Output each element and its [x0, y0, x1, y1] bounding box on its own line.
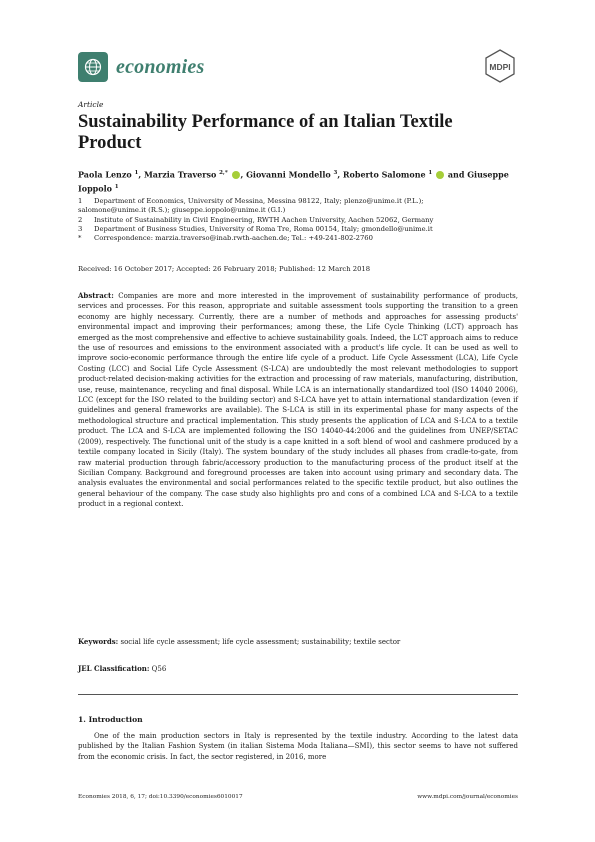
abstract	[78, 291, 518, 510]
intro-paragraph: One of the main production sectors in Italy is represented by the textile industry. According to the latest data published by the Italian Fashion System (in italian Sistema Moda Italiana—SMI), this sector seems to have not suffered from the economic crisis. In fact, the sector registered, in 2016, more	[78, 732, 518, 761]
jel-label: JEL Classification:	[78, 664, 150, 673]
affiliation-mark: 3	[78, 224, 83, 233]
affiliation-item	[78, 197, 518, 206]
author-affiliation-mark: 3	[333, 170, 338, 176]
author-separator: ,	[337, 169, 343, 180]
article-type: Article	[78, 100, 104, 109]
divider	[78, 694, 518, 695]
mdpi-logo[interactable]	[482, 48, 518, 84]
mdpi-logo-text: MDPI	[489, 62, 511, 72]
jel-classification	[78, 664, 518, 673]
affiliation-item	[78, 216, 518, 225]
article-title: Sustainability Performance of an Italian Textile Product	[78, 112, 453, 153]
author-list	[78, 167, 518, 194]
keywords-label: Keywords:	[78, 637, 119, 646]
author-name[interactable]: Paola Lenzo	[78, 169, 135, 180]
author-separator: ,	[240, 169, 247, 180]
author-separator: ,	[138, 169, 144, 180]
affiliation-item	[78, 225, 518, 234]
author-name[interactable]: Giovanni Mondello	[246, 169, 334, 180]
footer-citation: Economies 2018, 6, 17; doi:10.3390/economies6010017	[78, 794, 243, 800]
publication-dates: Received: 16 October 2017; Accepted: 26 February 2018; Published: 12 March 2018	[78, 265, 371, 273]
orcid-icon[interactable]	[232, 171, 240, 179]
orcid-icon[interactable]	[436, 171, 444, 179]
footer-url[interactable]: www.mdpi.com/journal/economies	[417, 794, 518, 800]
author-separator: and	[445, 169, 468, 180]
journal-name: economies	[116, 55, 205, 78]
affiliation-mark: 1	[78, 197, 83, 205]
affiliation-text: Institute of Sustainability in Civil Engineering, RWTH Aachen University, Aachen 52062, Germany	[94, 215, 434, 224]
section-heading: 1. Introduction	[78, 715, 143, 724]
affiliation-text-continued: salomone@unime.it (R.S.); giuseppe.ioppolo@unime.it (G.I.)	[78, 206, 286, 215]
keywords-text: social life cycle assessment; life cycle assessment; sustainability; textile sector	[120, 638, 401, 646]
author-affiliation-mark: 2,*	[219, 170, 228, 176]
author-affiliation-mark: 1	[134, 170, 139, 176]
author-affiliation-mark: 1	[428, 170, 433, 176]
affiliations	[78, 197, 518, 243]
jel-code: Q56	[151, 665, 167, 673]
author-name[interactable]: Giuseppe Ioppolo	[78, 169, 509, 194]
affiliation-item	[78, 234, 518, 243]
affiliation-mark: 2	[78, 215, 83, 224]
affiliation-text: Department of Economics, University of Messina, Messina 98122, Italy; plenzo@unime.it (P.L.);	[94, 197, 424, 205]
abstract-text: Companies are more and more interested in the improvement of sustainability performance of products, services and processes. For this reason, appropriate and suitable assessment tools supporting the transition to a green economy are highly necessary. Currently, there are a number of methods and approaches for assessing products' environmental impact and improving their performances; among these, the Life Cycle Thinking (LCT) approach has emerged as the most comprehensive and effective to achieve sustainability goals. Indeed, the LCT approach aims to reduce the use of resources and emissions to the environment associated with a product's life cycle. It can be used as well to improve socio-economic performance through the entire life cycle of a product. Life Cycle Assessment (LCA), Life Cycle Costing (LCC) and Social Life Cycle Assessment (S-LCA) are undoubtedly the most relevant methodologies to support product-related decision-making activities for the extraction and processing of raw materials, manufacturing, distribution, use, reuse, maintenance, recycling and final disposal. While LCA is an internationally standardized tool (ISO 14040 2006), LCC (except for the ISO related to the building sector) and S-LCA have yet to attain international standardization (even if guidelines and general frameworks are available). The S-LCA is still in its experimental phase for many aspects of the methodological structure and practical implementation. This study presents the application of LCA and S-LCA to a textile product. The LCA and S-LCA are implemented following the ISO 14040-44:2006 and the guidelines from UNEP/SETAC (2009), respectively. The functional unit of the study is a cape knitted in a soft blend of wool and cashmere produced by a textile company located in Sicily (Italy). The system boundary of the study includes all phases from cradle-to-gate, from raw material production through fabric/accessory production to the manufacturing process of the product itself at the Sicilian Company. Background and foreground processes are taken into account using primary and secondary data. The analysis evaluates the environmental and social performances related to the specific textile product, but also outlines the general behaviour of the company. The case study also highlights pro and cons of a combined LCA and S-LCA to a textile product in a regional context.	[78, 292, 518, 509]
affiliation-mark: *	[78, 234, 82, 243]
author-name[interactable]: Roberto Salomone	[342, 169, 429, 180]
affiliation-text: Correspondence: marzia.traverso@inab.rwth-aachen.de; Tel.: +49-241-802-2760	[94, 234, 373, 243]
author-affiliation-mark: 1	[114, 183, 119, 190]
author-name[interactable]: Marzia Traverso	[143, 169, 220, 180]
abstract-label: Abstract:	[78, 291, 114, 300]
affiliation-text: Department of Business Studies, University of Roma Tre, Roma 00154, Italy; gmondello@unime.it	[94, 224, 433, 233]
journal-globe-icon	[78, 52, 108, 82]
keywords	[78, 637, 518, 646]
journal-logo[interactable]	[78, 52, 204, 82]
